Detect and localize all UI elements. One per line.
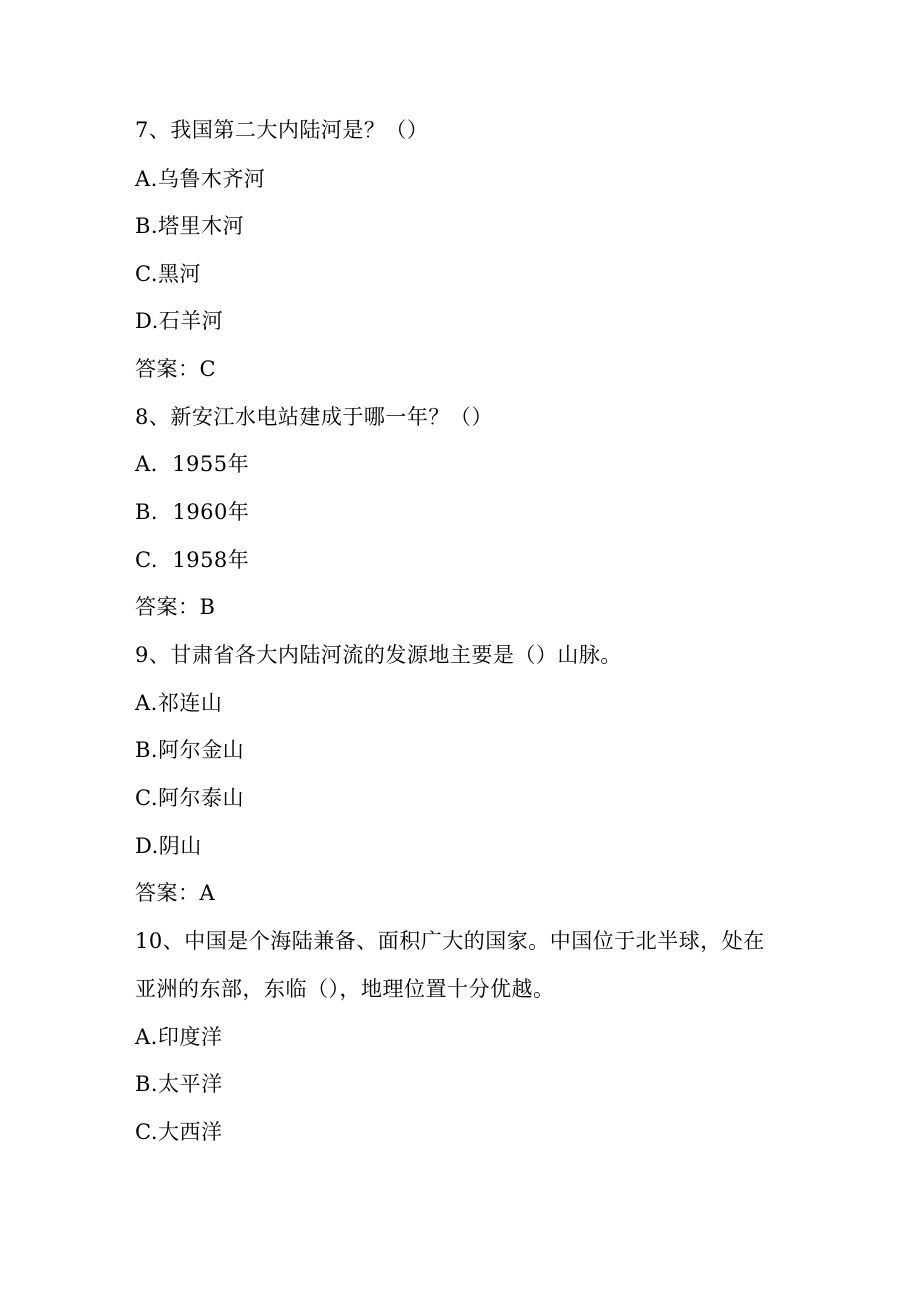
question-9-option-a: A.祁连山 <box>135 691 223 715</box>
question-8-stem: 8、新安江水电站建成于哪一年？（） <box>135 405 493 429</box>
question-8-option-b: B. 1960年 <box>135 500 250 524</box>
question-10-option-a: A.印度洋 <box>135 1025 223 1049</box>
question-9-stem: 9、甘肃省各大内陆河流的发源地主要是（）山脉。 <box>135 643 622 667</box>
question-10-stem-line-2: 亚洲的东部，东临（），地理位置十分优越。 <box>135 977 555 1001</box>
question-8-answer: 答案：B <box>135 595 216 619</box>
question-9-answer: 答案：A <box>135 881 216 905</box>
question-7-option-b: B.塔里木河 <box>135 214 245 238</box>
question-9-option-d: D.阴山 <box>135 834 202 858</box>
question-10-option-c: C.大西洋 <box>135 1120 223 1144</box>
question-9-option-b: B.阿尔金山 <box>135 738 245 762</box>
question-7-option-a: A.乌鲁木齐河 <box>135 167 266 191</box>
question-7-option-c: C.黑河 <box>135 262 201 286</box>
question-10-stem-line-1: 10、中国是个海陆兼备、面积广大的国家。中国位于北半球，处在 <box>135 929 765 953</box>
question-8-option-c: C. 1958年 <box>135 548 250 572</box>
question-7-stem: 7、我国第二大内陆河是？（） <box>135 118 429 142</box>
question-7-answer: 答案：C <box>135 357 217 381</box>
question-7-option-d: D.石羊河 <box>135 309 224 333</box>
question-9-option-c: C.阿尔泰山 <box>135 786 244 810</box>
question-10-option-b: B.太平洋 <box>135 1072 223 1096</box>
question-8-option-a: A. 1955年 <box>135 452 250 476</box>
